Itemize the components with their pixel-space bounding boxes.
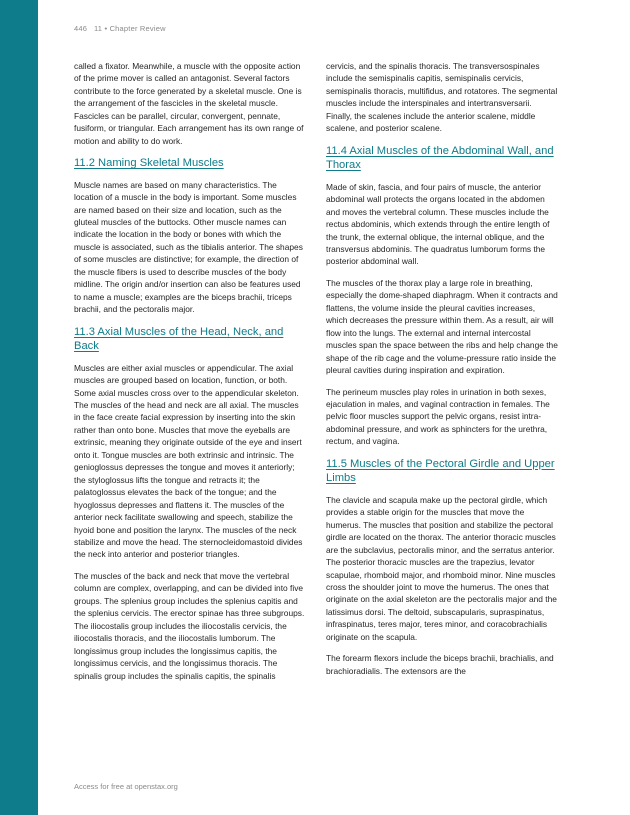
chapter-label: 11 • Chapter Review: [93, 24, 166, 33]
page-footer: Access for free at openstax.org: [74, 782, 178, 791]
section-heading-11-4[interactable]: 11.4 Axial Muscles of the Abdominal Wall, and Thorax: [326, 144, 554, 172]
paragraph: The forearm flexors include the biceps brachii, brachialis, and brachioradialis. The extensors are the: [326, 653, 554, 676]
section-heading-11-2[interactable]: 11.2 Naming Skeletal Muscles: [74, 157, 224, 170]
sidebar-accent-bar: [0, 0, 38, 815]
section-heading-11-3[interactable]: 11.3 Axial Muscles of the Head, Neck, and Back: [74, 325, 284, 353]
paragraph: The perineum muscles play roles in urination in both sexes, ejaculation in males, and vaginal contraction in females. The pelvic floor muscles support the pelvic organs, resist intra-abdominal pressure, and work as sphincters for the urethra, rectum, and vagina.: [326, 386, 550, 447]
page-header: [74, 24, 166, 33]
paragraph: The muscles of the back and neck that move the vertebral column are complex, overlapping, and can be divided into five groups. The splenius group includes the splenius capitis and the splenius cervicis. The erector spinae has three subgroups. The iliocostalis group includes the iliocostalis cervicis, the iliocostalis thoracis, and the iliocostalis lumborum. The longissimus group includes the longissimus capitis, the longissimus cervicis, and the longissimus thoracis. The spinalis group includes the spinalis capitis, the spinalis: [74, 570, 305, 681]
paragraph: Muscles are either axial muscles or appendicular. The axial muscles are grouped based on location, function, or both. Some axial muscles cross over to the appendicular skeleton. The muscles of the head and neck are all axial. The muscles in the face create facial expression by inserting into the skin rather than onto bone. Muscles that move the eyeballs are extrinsic, meaning they originate outside of the eye and insert onto it. Tongue muscles are both extrinsic and intrinsic. The genioglossus depresses the tongue and moves it anteriorly; the styloglossus lifts the tongue and retracts it; the palatoglossus elevates the back of the tongue; and the hyoglossus depresses and flattens it. The muscles of the anterior neck facilitate swallowing and speech, stabilize the hyoid bone and position the larynx. The muscles of the neck stabilize and move the head. The sternocleidomastoid divides the neck into anterior and posterior triangles.: [74, 362, 303, 560]
page-number: 446: [74, 24, 88, 33]
section-heading-11-5[interactable]: 11.5 Muscles of the Pectoral Girdle and Upper Limbs: [326, 457, 555, 485]
right-column: [326, 60, 558, 686]
paragraph: called a fixator. Meanwhile, a muscle with the opposite action of the prime mover is called an antagonist. Several factors contribute to the force generated by a skeletal muscle. One is the arrangement of the fascicles in the skeletal muscle. Fascicles can be parallel, circular, convergent, pennate, fusiform, or triangular. Each arrangement has its own range of motion and ability to do work.: [74, 61, 304, 146]
paragraph: cervicis, and the spinalis thoracis. The transversospinales include the semispinalis capitis, semispinalis cervicis, semispinalis thoracis, multifidus, and rotatores. The segmental muscles include the interspinales and intertransversarii. Finally, the scalenes include the anterior scalene, middle scalene, and posterior scalene.: [326, 61, 558, 134]
paragraph: Muscle names are based on many characteristics. The location of a muscle in the body is important. Some muscles are named based on their size and location, such as the gluteal muscles of the buttocks. Other muscle names can indicate the location in the body or bones with which the muscle is associated, such as the tibialis anterior. The shapes of some muscles are distinctive; for example, the direction of the muscle fibers is used to describe muscles of the body midline. The origin and/or insertion can also be features used to name a muscle; examples are the biceps brachii, triceps brachii, and the pectoralis major.: [74, 179, 303, 315]
paragraph: The muscles of the thorax play a large role in breathing, especially the dome-shaped diaphragm. When it contracts and flattens, the volume inside the pleural cavities increases, which decreases the pressure within them. As a result, air will flow into the lungs. The external and internal intercostal muscles span the space between the ribs and help change the shape of the rib cage and the volume-pressure ratio inside the pleural cavities during inspiration and expiration.: [326, 277, 558, 376]
left-column: [74, 60, 306, 691]
paragraph: The clavicle and scapula make up the pectoral girdle, which provides a stable origin for the muscles that move the humerus. The muscles that position and stabilize the pectoral girdle are located on the thorax. The anterior thoracic muscles are the subclavius, pectoralis minor, and the serratus anterior. The posterior thoracic muscles are the trapezius, levator scapulae, rhomboid major, and rhomboid minor. Nine muscles cross the shoulder joint to move the humerus. The ones that originate on the axial skeleton are the pectoralis major and the latissimus dorsi. The deltoid, subscapularis, supraspinatus, infraspinatus, teres major, teres minor, and coracobrachialis originate on the scapula.: [326, 494, 557, 642]
paragraph: Made of skin, fascia, and four pairs of muscle, the anterior abdominal wall protects the organs located in the abdomen and moves the vertebral column. These muscles include the rectus abdominis, which extends through the entire length of the trunk, the external oblique, the internal oblique, and the transversus abdominis. The quadratus lumborum forms the posterior abdominal wall.: [326, 181, 550, 267]
